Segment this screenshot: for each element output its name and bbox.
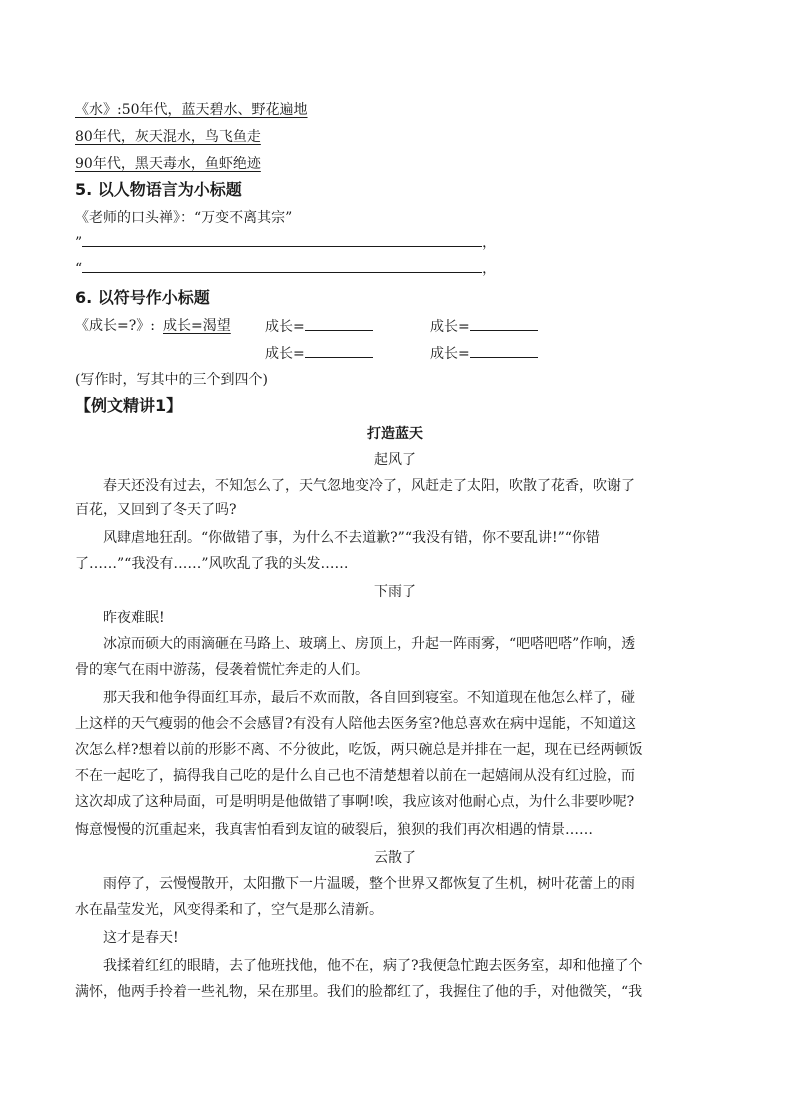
paragraph-line: 那天我和他争得面红耳赤，最后不欢而散，各自回到寝室。不知道现在他怎么样了，碰	[103, 690, 635, 706]
section6-heading: 6. 以符号作小标题	[75, 288, 210, 307]
growth-blank-4	[430, 343, 538, 364]
comma: ，	[482, 235, 497, 251]
paragraph-line: 上这样的天气瘦弱的他会不会感冒?有没有人陪他去医务室?他总喜欢在病中逞能，不知道这	[75, 716, 637, 732]
subtitle-clouds: 云散了	[374, 850, 416, 866]
paragraph-line: 骨的寒气在雨中游荡，侵袭着慌忙奔走的人们。	[75, 662, 369, 678]
paragraph-line: 风肆虐地狂刮。“你做错了事，为什么不去道歉?”“我没有错，你不要乱讲!”“你错	[103, 530, 600, 546]
paragraph-line: 水在晶莹发光，风变得柔和了，空气是那么清新。	[75, 902, 383, 918]
paragraph-line: 这才是春天!	[103, 930, 179, 946]
paragraph-line: 冰凉而硕大的雨滴砸在马路上、玻璃上、房顶上，升起一阵雨雾，“吧嗒吧嗒”作响，透	[103, 636, 636, 652]
answer-blank	[82, 258, 482, 273]
section6-example-title: 《成长=?》:	[75, 318, 155, 334]
paragraph-line: 次怎么样?想着以前的形影不离、不分彼此，吃饭，两只碗总是并排在一起，现在已经两顿饭	[75, 742, 643, 758]
section5-blank-line-1	[75, 232, 715, 253]
section5-example: 《老师的口头禅》：“万变不离其宗”	[75, 210, 293, 226]
growth-label: 成长=	[430, 319, 470, 335]
answer-blank	[305, 316, 373, 331]
paragraph-line: 雨停了，云慢慢散开，太阳撒下一片温暖，整个世界又都恢复了生机，树叶花蕾上的雨	[103, 876, 635, 892]
water-line-1: 《水》:50年代，蓝天碧水、野花遍地	[75, 102, 308, 118]
paragraph-line: 我揉着红红的眼睛，去了他班找他，他不在，病了?我便急忙跑去医务室，却和他撞了个	[103, 958, 643, 974]
answer-blank	[82, 232, 482, 247]
comma: ，	[482, 261, 497, 277]
water-line-3: 90年代，黑天毒水，鱼虾绝迹	[75, 156, 261, 172]
open-quote: ”	[75, 235, 83, 251]
paragraph-line: 昨夜难眠!	[103, 610, 165, 626]
paragraph-line: 这次却成了这种局面，可是明明是他做错了事啊!唉，我应该对他耐心点，为什么非要吵呢?	[75, 794, 635, 810]
section6-note: (写作时，写其中的三个到四个)	[75, 372, 268, 388]
paragraph-line: 悔意慢慢的沉重起来，我真害怕看到友谊的破裂后，狼狈的我们再次相遇的情景……	[75, 822, 593, 838]
paragraph-line: 满怀，他两手拎着一些礼物，呆在那里。我们的脸都红了，我握住了他的手，对他微笑，“我	[75, 984, 643, 1000]
answer-blank	[470, 343, 538, 358]
water-line-2: 80年代，灰天混水，鸟飞鱼走	[75, 129, 261, 145]
growth-label: 成长=	[265, 319, 305, 335]
open-quote: “	[75, 261, 83, 277]
answer-blank	[305, 343, 373, 358]
growth-blank-3	[265, 343, 373, 364]
growth-blank-2	[430, 316, 538, 337]
section5-heading: 5. 以人物语言为小标题	[75, 180, 242, 199]
paragraph-line: 不在一起吃了，搞得我自己吃的是什么自己也不清楚想着以前在一起嬉闹从没有红过脸，而	[75, 768, 635, 784]
section5-blank-line-2	[75, 258, 715, 279]
growth-label: 成长=	[265, 346, 305, 362]
growth-label: 成长=	[430, 346, 470, 362]
paragraph-line: 春天还没有过去，不知怎么了，天气忽地变冷了，风赶走了太阳，吹散了花香，吹谢了	[103, 478, 635, 494]
essay-title: 打造蓝天	[367, 426, 423, 442]
subtitle-wind: 起风了	[374, 452, 416, 468]
growth-blank-1	[265, 316, 373, 337]
paragraph-line: 百花，又回到了冬天了吗?	[75, 502, 237, 518]
subtitle-rain: 下雨了	[374, 584, 416, 600]
answer-blank	[470, 316, 538, 331]
paragraph-line: 了……”“我没有……”风吹乱了我的头发……	[75, 556, 349, 572]
section6-example-first: 成长=渴望	[163, 318, 231, 334]
example-label: 【例文精讲1】	[75, 396, 183, 415]
